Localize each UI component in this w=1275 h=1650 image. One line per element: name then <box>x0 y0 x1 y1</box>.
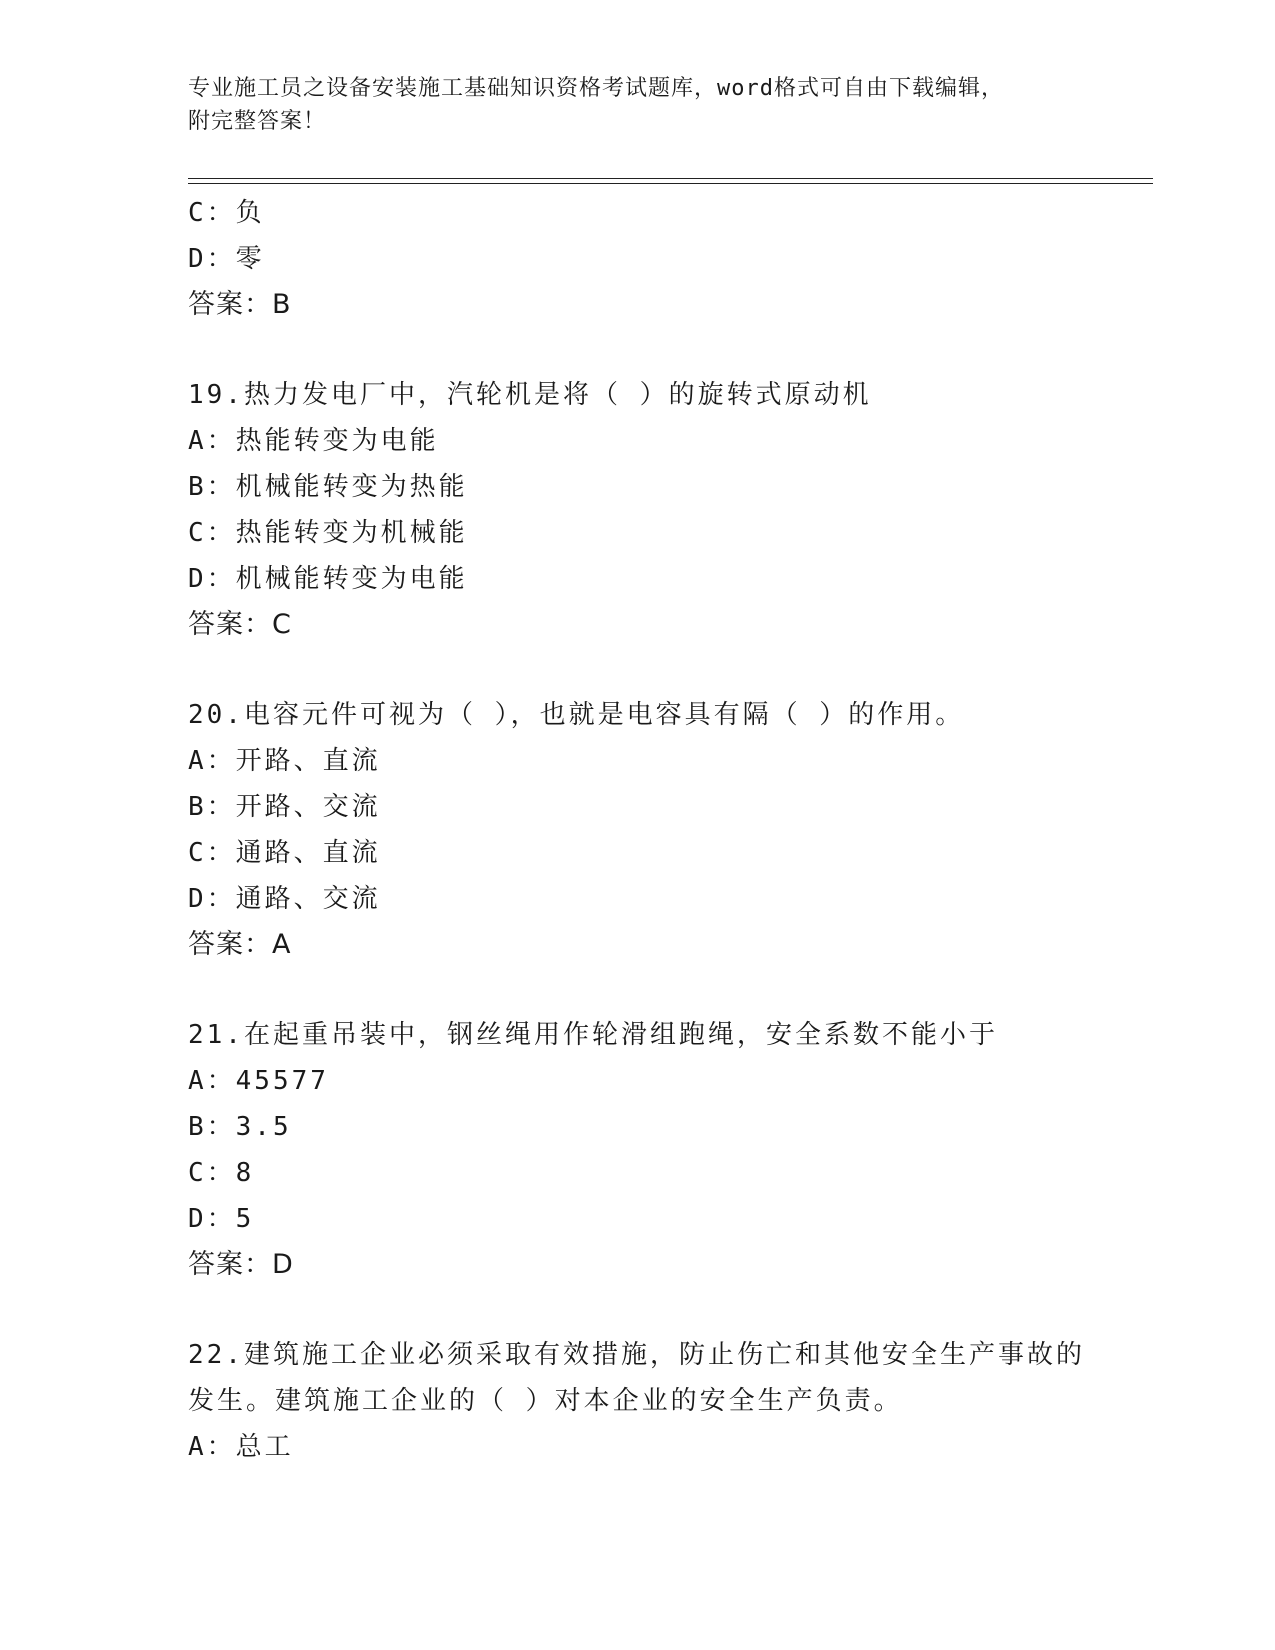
option-d: D：通路、交流 <box>188 884 381 914</box>
option-a: A：开路、直流 <box>188 746 381 776</box>
question-stem: 19.热力发电厂中，汽轮机是将（ ）的旋转式原动机 <box>188 380 872 410</box>
question-20 <box>188 692 1108 968</box>
answer-line: 答案：C <box>188 609 292 640</box>
option-d: D：零 <box>188 244 265 274</box>
option-a: A：热能转变为电能 <box>188 426 439 456</box>
answer-line: 答案：D <box>188 1249 294 1280</box>
option-b: B：机械能转变为热能 <box>188 472 468 502</box>
option-c: C：通路、直流 <box>188 838 381 868</box>
question-stem-line-2: 发生。建筑施工企业的（ ）对本企业的安全生产负责。 <box>188 1386 903 1416</box>
question-stem: 20.电容元件可视为（ ），也就是电容具有隔（ ）的作用。 <box>188 700 965 730</box>
question-stem-line-1: 22.建筑施工企业必须采取有效措施，防止伤亡和其他安全生产事故的 <box>188 1340 1085 1370</box>
question-fragment-18 <box>188 190 1108 328</box>
question-list <box>188 190 1108 1470</box>
question-21 <box>188 1012 1108 1288</box>
option-c: C：负 <box>188 198 265 228</box>
header-line-1: 专业施工员之设备安装施工基础知识资格考试题库，word格式可自由下载编辑， <box>188 76 1004 101</box>
question-19 <box>188 372 1108 648</box>
option-d: D：5 <box>188 1204 255 1234</box>
header-divider-bottom <box>188 183 1153 184</box>
option-c: C：8 <box>188 1158 255 1188</box>
header-line-2: 附完整答案！ <box>188 109 327 134</box>
header-divider-top <box>188 178 1153 179</box>
option-b: B：3.5 <box>188 1112 292 1142</box>
option-a: A：45577 <box>188 1066 329 1096</box>
document-header <box>188 72 1088 138</box>
answer-line: 答案：B <box>188 289 292 320</box>
option-b: B：开路、交流 <box>188 792 381 822</box>
option-c: C：热能转变为机械能 <box>188 518 468 548</box>
option-a: A：总工 <box>188 1432 294 1462</box>
answer-line: 答案：A <box>188 929 292 960</box>
question-stem: 21.在起重吊装中，钢丝绳用作轮滑组跑绳，安全系数不能小于 <box>188 1020 998 1050</box>
question-22 <box>188 1332 1108 1470</box>
option-d: D：机械能转变为电能 <box>188 564 468 594</box>
